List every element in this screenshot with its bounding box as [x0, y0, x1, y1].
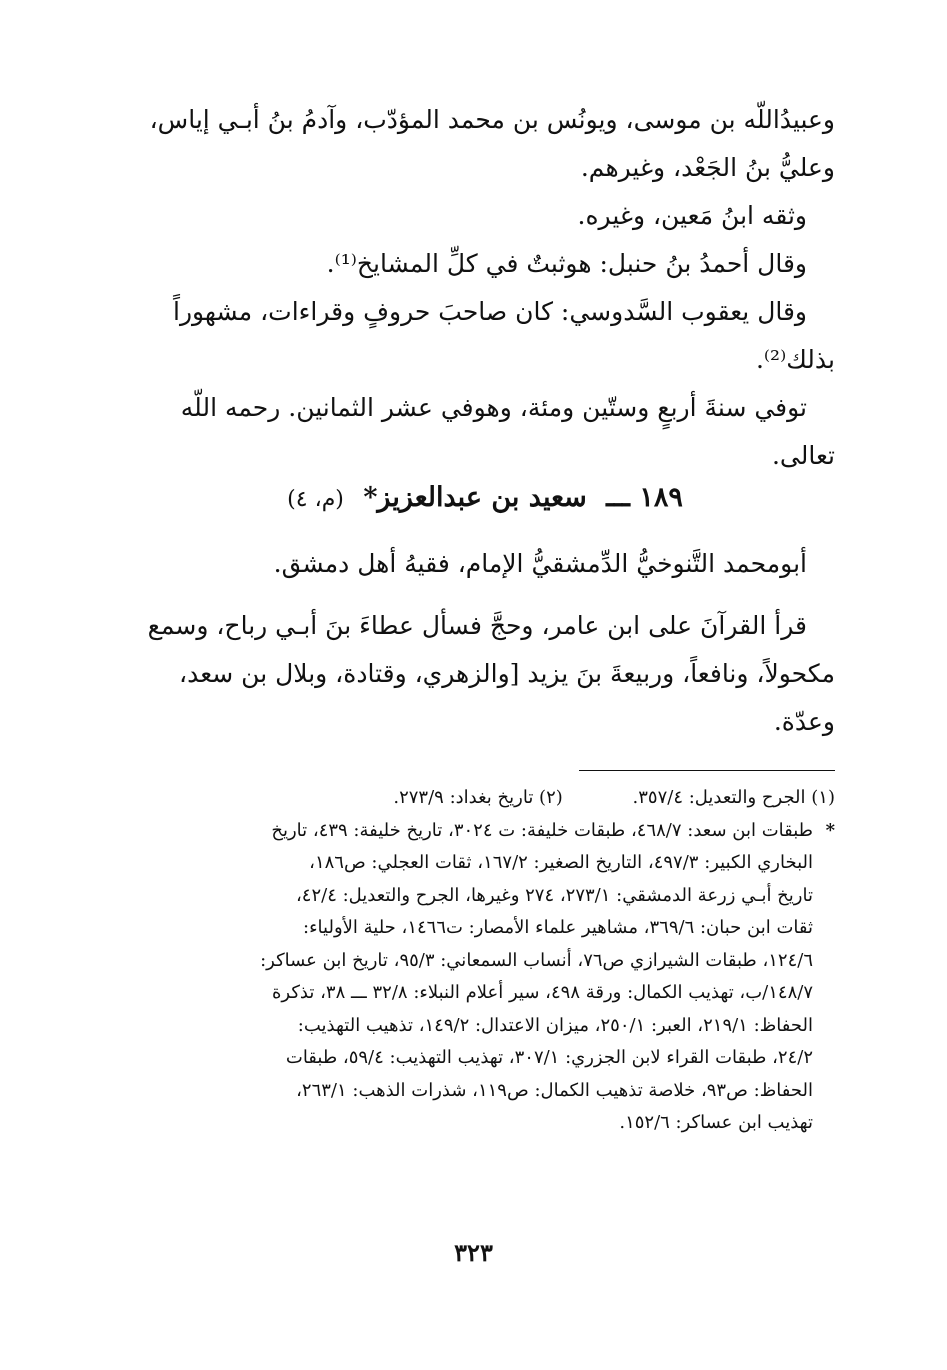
- footnote-line: تاريخ أبـي زرعة الدمشقي: ٢٧٣/١، ٢٧٤ وغيرها، الجرح والتعديل: ٤٢/٤،: [295, 884, 813, 906]
- text-line: وعدّة.: [773, 707, 835, 736]
- footnote-1: (١) الجرح والتعديل: ٣٥٧/٤.: [632, 787, 835, 808]
- entry-name: سعيد بن عبدالعزيز*: [363, 482, 587, 513]
- asterisk-mark: *: [825, 819, 835, 841]
- entry-symbols: (م، ٤): [287, 487, 344, 512]
- footnote-line: ثقات ابن حبان: ٣٦٩/٦، مشاهير علماء الأمصار: ت١٤٦٦، حلية الأولياء:: [303, 917, 813, 938]
- footnote-line: ٢٤/٢، طبقات القراء لابن الجزري: ٣٠٧/١، تهذيب التهذيب: ٥٩/٤، طبقات: [285, 1047, 813, 1068]
- text-line: وعليُّ بنُ الجَعْد، وغيرهم.: [580, 153, 835, 182]
- footnote-pair: [135, 782, 835, 815]
- footnote-line: ١٢٤/٦، طبقات الشيرازي ص٧٦، أنساب السمعاني: ٩٥/٣، تاريخ ابن عساكر:: [260, 949, 813, 971]
- text-line: مكحولاً، ونافعاً، وربيعةَ بنَ يزيد [والزهري، وقتادة، وبلال بن سعد،: [179, 659, 835, 688]
- footnote-line: الحفاظ: ٢١٩/١، العبر: ٢٥٠/١، ميزان الاعتدال: ١٤٩/٢، تذهيب التهذيب:: [297, 1014, 813, 1036]
- footnote-divider: [579, 770, 835, 771]
- text-line: وعبيدُاللّه بن موسى، ويونُس بن محمد المؤدّب، وآدمُ بنُ أبـي إياس،: [149, 105, 835, 134]
- entry-heading: [135, 478, 835, 520]
- footnote-line: ١٤٨/٧/ب، تهذيب الكمال: ورقة ٤٩٨، سير أعلام النبلاء: ٣٢/٨ ـــ ٣٨، تذكرة: [271, 982, 813, 1003]
- footnote-2: (٢) تاريخ بغداد: ٢٧٣/٩.: [393, 787, 563, 808]
- footnote-line: تهذيب ابن عساكر: ١٥٢/٦.: [619, 1112, 813, 1133]
- footnote-line: البخاري الكبير: ٤٩٧/٣، التاريخ الصغير: ١٦٧/٢، ثقات العجلي: ص١٨٦،: [309, 852, 813, 873]
- text-line: وقال يعقوب السَّدوسي: كان صاحبَ حروفٍ وقراءات، مشهوراً: [173, 297, 807, 326]
- text-line: توفي سنةَ أربعٍ وستّين ومئة، وهوفي عشر الثمانين. رحمه اللّه: [180, 393, 807, 422]
- text-line: بذلك⁽²⁾.: [755, 345, 835, 374]
- footnote-line: الحفاظ: ص٩٣، خلاصة تذهيب الكمال: ص١١٩، شذرات الذهب: ٢٦٣/١،: [296, 1079, 813, 1101]
- entry-number: ١٨٩ ـــ: [606, 482, 683, 513]
- text-line: وثقه ابنُ مَعين، وغيره.: [577, 201, 807, 230]
- footnotes: [135, 782, 835, 1140]
- footnote-star-line: *طبقات ابن سعد: ٤٦٨/٧، طبقات خليفة: ت ٣٠٢٤، تاريخ خليفة: ٤٣٩، تاريخ: [135, 815, 835, 848]
- text-line: قرأ القرآنَ على ابن عامر، وحجَّ فسأل عطاءَ بنَ أبـي رباح، وسمع: [147, 611, 807, 640]
- body-text-top: [135, 96, 835, 480]
- text-line: تعالى.: [771, 441, 835, 470]
- text-line: أبومحمد التَّنوخيُّ الدِّمشقيُّ الإمام، فقيهُ أهل دمشق.: [273, 549, 807, 578]
- page-number: ٣٢٣: [454, 1238, 493, 1267]
- text-line: وقال أحمدُ بنُ حنبل: هوثبتٌ في كلِّ المشايخ⁽¹⁾.: [326, 249, 807, 278]
- body-text-bottom: [135, 540, 835, 746]
